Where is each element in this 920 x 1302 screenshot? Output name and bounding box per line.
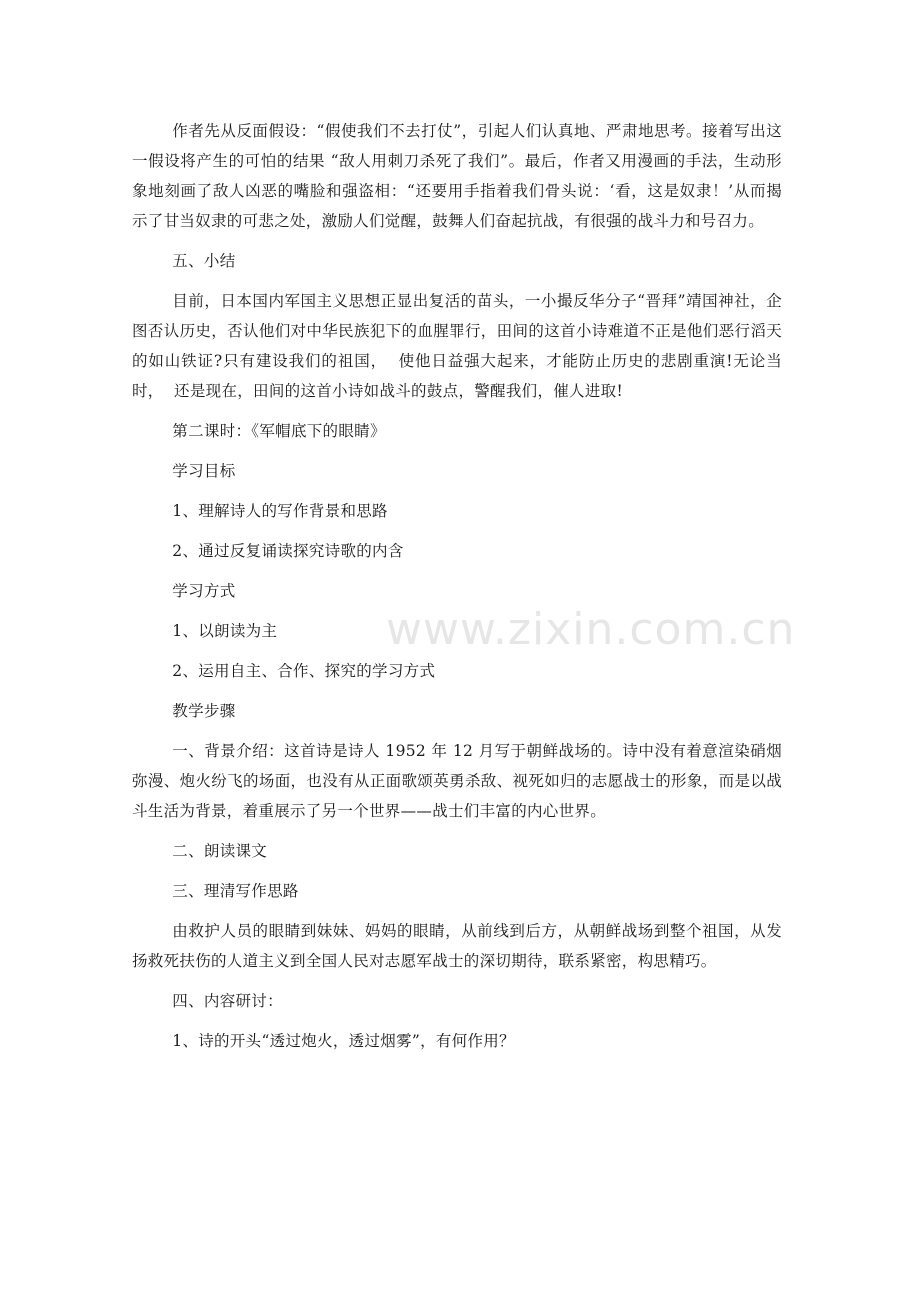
method-item-2: 2、运用自主、合作、探究的学习方式 bbox=[172, 662, 436, 680]
watermark: www.zixin.com.cn bbox=[386, 604, 796, 655]
goal-item-1: 1、理解诗人的写作背景和思路 bbox=[172, 502, 388, 520]
paragraph-analysis: 作者先从反面假设：“假使我们不去打仗”，引起人们认真地、严肃地思考。接着写出这一假设将产生的可怕的结果 “敌人用刺刀杀死了我们”。最后，作者又用漫画的手法，生动形象地刻画了敌人凶恶的嘴脸和强盗相：“还要用手指着我们骨头说：‘看，这是奴隶！’从而揭示了甘当奴隶的可悲之处，激励人们觉醒，鼓舞人们奋起抗战，有很强的战斗力和号召力。 bbox=[132, 122, 782, 230]
heading-read-aloud: 二、朗读课文 bbox=[172, 842, 268, 860]
heading-summary: 五、小结 bbox=[172, 252, 236, 270]
paragraph-background: 一、背景介绍：这首诗是诗人 1952 年 12 月写于朝鲜战场的。诗中没有着意渲染硝烟弥漫、炮火纷飞的场面，也没有从正面歌颂英勇杀敌、视死如归的志愿战士的形象，而是以战斗生活为背景，着重展示了另一个世界——战士们丰富的内心世界。 bbox=[132, 742, 782, 820]
paragraph-writing-approach: 由救护人员的眼睛到妹妹、妈妈的眼睛，从前线到后方，从朝鲜战场到整个祖国，从发扬救死扶伤的人道主义到全国人民对志愿军战士的深切期待，联系紧密，构思精巧。 bbox=[132, 922, 782, 970]
heading-learning-goals: 学习目标 bbox=[172, 462, 236, 480]
heading-writing-approach: 三、理清写作思路 bbox=[172, 882, 299, 900]
question-item-1: 1、诗的开头“透过炮火，透过烟雾”，有何作用？ bbox=[172, 1032, 515, 1050]
goal-item-2: 2、通过反复诵读探究诗歌的内含 bbox=[172, 542, 404, 560]
paragraph-summary: 目前，日本国内军国主义思想正显出复活的苗头，一小撮反华分子“晋拜”靖国神社，企图否认历史，否认他们对中华民族犯下的血腥罪行，田间的这首小诗难道不正是他们恶行滔天的如山铁证?只有建设我们的祖国， 使他日益强大起来，才能防止历史的悲剧重演!无论当时， 还是现在，田间的这首小诗如战斗的鼓点，警醒我们，催人进取! bbox=[132, 292, 782, 400]
heading-second-lesson: 第二课时：《军帽底下的眼睛》 bbox=[172, 422, 386, 440]
heading-content-discussion: 四、内容研讨： bbox=[172, 992, 283, 1010]
heading-teaching-steps: 教学步骤 bbox=[172, 702, 236, 720]
heading-learning-method: 学习方式 bbox=[172, 582, 236, 600]
method-item-1: 1、以朗读为主 bbox=[172, 622, 278, 640]
document-body bbox=[132, 116, 782, 1066]
